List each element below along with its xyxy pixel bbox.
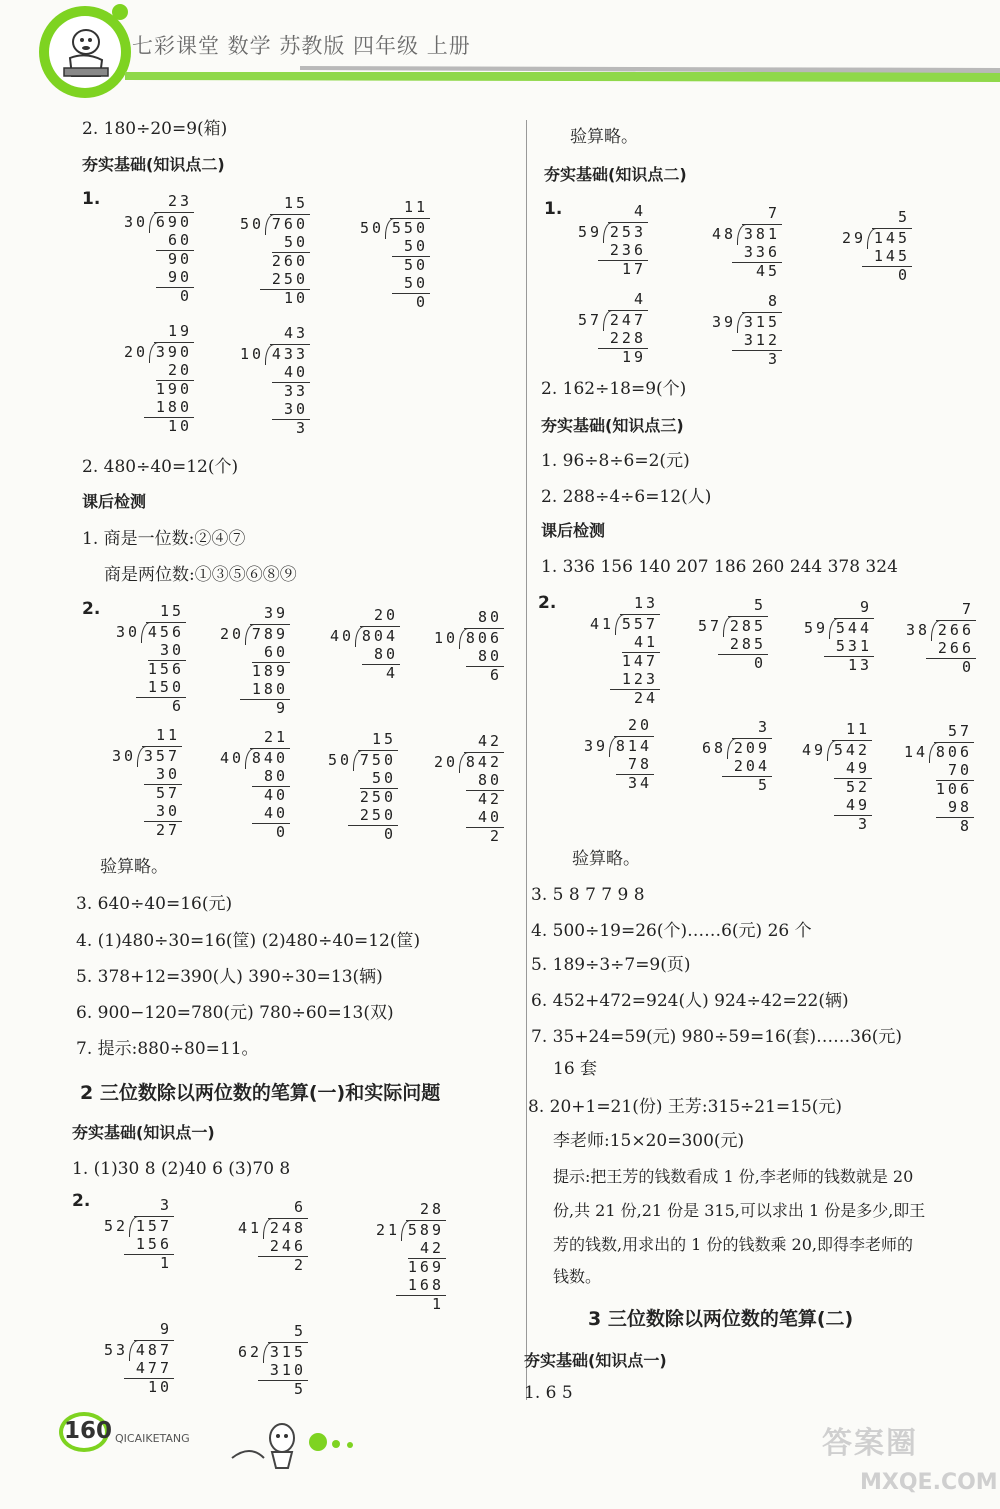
dividend: 840: [251, 748, 288, 767]
step-value: 236: [609, 241, 646, 259]
right-hint-line-2: 份,共 21 份,21 份是 315,可以求出 1 份是多少,即王: [553, 1201, 926, 1220]
cartoon-mascot-icon: [52, 18, 120, 86]
step-value: 50: [283, 233, 308, 251]
dividend: 842: [465, 752, 502, 771]
dividend: 806: [465, 628, 502, 647]
step-value: 0: [383, 824, 396, 843]
quotient: 3: [757, 718, 770, 736]
divisor: 59: [577, 222, 602, 241]
quotient: 3: [159, 1196, 172, 1214]
divisor: 40: [219, 748, 244, 767]
right-hint-line-4: 钱数。: [553, 1267, 602, 1286]
brand-label: QICAIKETANG: [115, 1432, 190, 1445]
divisor: 48: [711, 224, 736, 243]
dividend: 557: [621, 614, 658, 633]
left-answer-2: 2. 480÷40=12(个): [82, 457, 239, 477]
quotient: 20: [627, 716, 652, 734]
quotient: 20: [373, 606, 398, 624]
step-value: 30: [283, 400, 308, 418]
dividend: 789: [251, 624, 288, 643]
step-value: 50: [371, 769, 396, 787]
step-value: 27: [155, 820, 180, 839]
step-value: 0: [415, 292, 428, 311]
dividend: 750: [359, 750, 396, 769]
watermark-url: MXQE.COM: [860, 1470, 998, 1495]
step-value: 266: [937, 639, 974, 657]
divisor: 30: [115, 622, 140, 641]
step-value: 80: [263, 767, 288, 785]
dividend: 814: [615, 736, 652, 755]
step-value: 13: [847, 655, 872, 674]
step-value: 250: [359, 806, 396, 824]
step-value: 41: [633, 633, 658, 651]
step-value: 168: [407, 1276, 444, 1294]
step-value: 49: [845, 759, 870, 777]
step-value: 34: [627, 773, 652, 792]
step-value: 1: [431, 1294, 444, 1313]
page-number: 160: [64, 1418, 113, 1444]
step-value: 190: [155, 379, 192, 398]
step-value: 42: [419, 1239, 444, 1257]
header-title: 七彩课堂 数学 苏教版 四年级 上册: [132, 34, 471, 58]
step-value: 250: [271, 270, 308, 288]
step-value: 98: [947, 798, 972, 816]
left-section-heading-2: 课后检测: [82, 492, 147, 511]
right-answer-7a: 7. 35+24=59(元) 980÷59=16(套)……36(元): [531, 1027, 903, 1047]
right-answer-8a: 8. 20+1=21(份) 王芳:315÷21=15(元): [528, 1097, 843, 1117]
quotient: 15: [159, 602, 184, 620]
divisor: 52: [103, 1216, 128, 1235]
right-section-heading-3: 课后检测: [541, 521, 606, 540]
quotient: 42: [477, 732, 502, 750]
left-answer-3: 3. 640÷40=16(元): [76, 894, 233, 914]
dividend: 381: [743, 224, 780, 243]
step-value: 145: [873, 247, 910, 265]
dividend: 315: [269, 1342, 306, 1361]
right-section-heading-1: 夯实基础(知识点二): [544, 165, 687, 184]
right-verify-note: 验算略。: [572, 849, 640, 869]
quotient: 11: [845, 720, 870, 738]
right-s3-question-2-number: 2.: [538, 593, 557, 613]
step-value: 150: [147, 678, 184, 696]
step-value: 9: [275, 698, 288, 717]
step-value: 70: [947, 761, 972, 779]
right-s2-answer-1: 1. 96÷8÷6=2(元): [541, 451, 690, 471]
step-value: 80: [477, 771, 502, 789]
right-answer-5: 5. 189÷3÷7=9(页): [531, 955, 691, 975]
chapter-3-title: 3 三位数除以两位数的笔算(二): [588, 1308, 854, 1330]
step-value: 10: [147, 1377, 172, 1396]
right-answer-8b: 李老师:15×20=300(元): [553, 1131, 745, 1151]
step-value: 0: [961, 657, 974, 676]
divisor: 53: [103, 1340, 128, 1359]
left-answer-7: 7. 提示:880÷80=11。: [76, 1039, 259, 1059]
step-value: 0: [275, 822, 288, 841]
quotient: 5: [293, 1322, 306, 1340]
quotient: 28: [419, 1200, 444, 1218]
dividend: 544: [835, 618, 872, 637]
step-value: 531: [835, 637, 872, 655]
step-value: 285: [729, 635, 766, 653]
right-section-heading-4: 夯实基础(知识点一): [524, 1351, 667, 1370]
right-answer-2: 2. 162÷18=9(个): [541, 379, 687, 399]
step-value: 42: [477, 789, 502, 808]
step-value: 52: [845, 777, 870, 796]
step-value: 8: [959, 816, 972, 835]
divisor: 30: [111, 746, 136, 765]
step-value: 246: [269, 1237, 306, 1255]
divisor: 39: [711, 312, 736, 331]
quotient: 7: [961, 600, 974, 618]
step-value: 147: [621, 651, 658, 670]
right-answer-6: 6. 452+472=924(人) 924÷42=22(辆): [531, 991, 849, 1011]
step-value: 312: [743, 331, 780, 349]
right-hint-line-3: 芳的钱数,用求出的 1 份的钱数乘 20,即得李老师的: [553, 1235, 913, 1254]
left-answer-6: 6. 900−120=780(元) 780÷60=13(双): [76, 1003, 394, 1023]
step-value: 33: [283, 381, 308, 400]
step-value: 106: [935, 779, 972, 798]
step-value: 17: [621, 259, 646, 278]
step-value: 90: [167, 249, 192, 268]
quotient: 9: [859, 598, 872, 616]
left-s3-question-2-number: 2.: [72, 1191, 91, 1211]
quotient: 11: [403, 198, 428, 216]
step-value: 19: [621, 347, 646, 366]
dividend: 145: [873, 228, 910, 247]
step-value: 49: [845, 796, 870, 814]
step-value: 336: [743, 243, 780, 261]
quotient: 43: [283, 324, 308, 342]
left-question-1-number: 1.: [82, 189, 101, 209]
divisor: 39: [583, 736, 608, 755]
right-question-1-number: 1.: [544, 199, 563, 219]
step-value: 80: [373, 645, 398, 663]
quotient: 15: [371, 730, 396, 748]
left-section-heading-1: 夯实基础(知识点二): [82, 155, 225, 174]
divisor: 38: [905, 620, 930, 639]
step-value: 3: [857, 814, 870, 833]
left-answer-1a: 1. 商是一位数:②④⑦: [82, 529, 246, 549]
left-answer-5: 5. 378+12=390(人) 390÷30=13(辆): [76, 967, 383, 987]
step-value: 6: [171, 696, 184, 715]
right-hint-line-1: 提示:把王芳的钱数看成 1 份,李老师的钱数就是 20: [553, 1167, 914, 1186]
dividend: 690: [155, 212, 192, 231]
dividend: 804: [361, 626, 398, 645]
dividend: 760: [271, 214, 308, 233]
divisor: 41: [589, 614, 614, 633]
step-value: 5: [757, 775, 770, 794]
dividend: 806: [935, 742, 972, 761]
step-value: 40: [263, 785, 288, 804]
step-value: 3: [767, 349, 780, 368]
divisor: 50: [239, 214, 264, 233]
divisor: 59: [803, 618, 828, 637]
step-value: 250: [359, 787, 396, 806]
left-s3-answer-1: 1. (1)30 8 (2)40 6 (3)70 8: [72, 1159, 291, 1179]
dividend: 456: [147, 622, 184, 641]
step-value: 30: [155, 765, 180, 783]
divisor: 40: [329, 626, 354, 645]
step-value: 10: [283, 288, 308, 307]
right-section-heading-2: 夯实基础(知识点三): [541, 416, 684, 435]
step-value: 90: [167, 268, 192, 286]
quotient: 13: [633, 594, 658, 612]
divisor: 30: [123, 212, 148, 231]
step-value: 78: [627, 755, 652, 773]
step-value: 10: [167, 416, 192, 435]
step-value: 57: [155, 783, 180, 802]
left-answer-1b: 商是两位数:①③⑤⑥⑧⑨: [104, 565, 297, 585]
left-question-2-number: 2.: [82, 599, 101, 619]
quotient: 11: [155, 726, 180, 744]
divisor: 68: [701, 738, 726, 757]
divisor: 20: [433, 752, 458, 771]
right-s4-answer-1: 1. 6 5: [524, 1383, 573, 1403]
divisor: 41: [237, 1218, 262, 1237]
right-answer-4: 4. 500÷19=26(个)……6(元) 26 个: [531, 921, 812, 941]
quotient: 39: [263, 604, 288, 622]
step-value: 156: [147, 659, 184, 678]
step-value: 30: [159, 641, 184, 659]
dividend: 433: [271, 344, 308, 363]
step-value: 3: [295, 418, 308, 437]
right-s2-answer-2: 2. 288÷4÷6=12(人): [541, 487, 712, 507]
dividend: 247: [609, 310, 646, 329]
right-answer-3: 3. 5 8 7 7 9 8: [531, 885, 645, 905]
step-value: 40: [263, 804, 288, 822]
quotient: 8: [767, 292, 780, 310]
step-value: 0: [897, 265, 910, 284]
step-value: 169: [407, 1257, 444, 1276]
column-divider: [526, 120, 527, 1400]
quotient: 5: [897, 208, 910, 226]
right-answer-7b: 16 套: [553, 1059, 598, 1079]
watermark-logo: 答案圈: [822, 1426, 918, 1461]
divisor: 49: [801, 740, 826, 759]
dividend: 285: [729, 616, 766, 635]
quotient: 4: [633, 290, 646, 308]
quotient: 19: [167, 322, 192, 340]
divisor: 10: [433, 628, 458, 647]
divisor: 10: [239, 344, 264, 363]
quotient: 9: [159, 1320, 172, 1338]
divisor: 29: [841, 228, 866, 247]
dividend: 390: [155, 342, 192, 361]
step-value: 189: [251, 661, 288, 680]
dividend: 266: [937, 620, 974, 639]
step-value: 0: [753, 653, 766, 672]
quotient: 4: [633, 202, 646, 220]
dividend: 550: [391, 218, 428, 237]
dividend: 157: [135, 1216, 172, 1235]
left-answer-2-top: 2. 180÷20=9(箱): [82, 119, 228, 139]
quotient: 6: [293, 1198, 306, 1216]
step-value: 24: [633, 688, 658, 707]
step-value: 5: [293, 1379, 306, 1398]
quotient: 7: [767, 204, 780, 222]
step-value: 477: [135, 1359, 172, 1377]
step-value: 6: [489, 665, 502, 684]
step-value: 80: [477, 647, 502, 665]
right-s3-answer-1: 1. 336 156 140 207 186 260 244 378 324: [541, 557, 898, 577]
quotient: 57: [947, 722, 972, 740]
step-value: 180: [155, 398, 192, 416]
quotient: 15: [283, 194, 308, 212]
step-value: 2: [489, 826, 502, 845]
dividend: 315: [743, 312, 780, 331]
step-value: 0: [179, 286, 192, 305]
quotient: 5: [753, 596, 766, 614]
dividend: 248: [269, 1218, 306, 1237]
step-value: 4: [385, 663, 398, 682]
dividend: 542: [833, 740, 870, 759]
divisor: 57: [577, 310, 602, 329]
right-verify-top: 验算略。: [570, 127, 638, 147]
left-verify-note: 验算略。: [100, 857, 168, 877]
divisor: 57: [697, 616, 722, 635]
step-value: 30: [155, 802, 180, 820]
step-value: 180: [251, 680, 288, 698]
step-value: 50: [403, 274, 428, 292]
step-value: 60: [167, 231, 192, 249]
divisor: 50: [359, 218, 384, 237]
dividend: 487: [135, 1340, 172, 1359]
divisor: 14: [903, 742, 928, 761]
step-value: 260: [271, 251, 308, 270]
step-value: 60: [263, 643, 288, 661]
step-value: 40: [283, 363, 308, 381]
left-answer-4: 4. (1)480÷30=16(筐) (2)480÷40=12(筐): [76, 931, 421, 951]
divisor: 21: [375, 1220, 400, 1239]
step-value: 40: [477, 808, 502, 826]
step-value: 123: [621, 670, 658, 688]
quotient: 80: [477, 608, 502, 626]
step-value: 1: [159, 1253, 172, 1272]
divisor: 50: [327, 750, 352, 769]
left-section-heading-3: 夯实基础(知识点一): [72, 1123, 215, 1142]
dividend: 589: [407, 1220, 444, 1239]
quotient: 23: [167, 192, 192, 210]
step-value: 45: [755, 261, 780, 280]
step-value: 310: [269, 1361, 306, 1379]
chapter-2-title: 2 三位数除以两位数的笔算(一)和实际问题: [80, 1082, 441, 1104]
step-value: 2: [293, 1255, 306, 1274]
step-value: 50: [403, 255, 428, 274]
step-value: 50: [403, 237, 428, 255]
step-value: 20: [167, 361, 192, 379]
divisor: 20: [123, 342, 148, 361]
divisor: 20: [219, 624, 244, 643]
dividend: 357: [143, 746, 180, 765]
step-value: 156: [135, 1235, 172, 1253]
quotient: 21: [263, 728, 288, 746]
step-value: 228: [609, 329, 646, 347]
dividend: 253: [609, 222, 646, 241]
divisor: 62: [237, 1342, 262, 1361]
dividend: 209: [733, 738, 770, 757]
step-value: 204: [733, 757, 770, 775]
footer-mascot-icon: [222, 1414, 372, 1472]
